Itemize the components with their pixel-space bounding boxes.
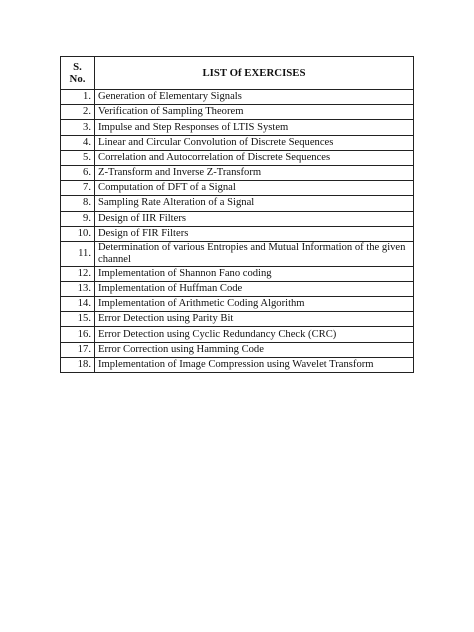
table-row — [61, 266, 414, 281]
exercise-title: Determination of various Entropies and Mutual Information of the given channel — [95, 241, 414, 266]
row-number: 18. — [61, 357, 95, 372]
exercise-title: Implementation of Shannon Fano coding — [95, 266, 414, 281]
exercise-title: Error Detection using Cyclic Redundancy Check (CRC) — [95, 327, 414, 342]
table-row — [61, 296, 414, 311]
row-number: 6. — [61, 165, 95, 180]
table-row — [61, 150, 414, 165]
serial-number-header-line1: S. — [73, 60, 82, 73]
table-header-row — [61, 57, 414, 90]
table-row — [61, 105, 414, 120]
table-row — [61, 90, 414, 105]
table-row — [61, 241, 414, 266]
table-row — [61, 342, 414, 357]
table-row — [61, 226, 414, 241]
row-number: 1. — [61, 90, 95, 105]
row-number: 11. — [61, 241, 95, 266]
serial-number-header — [61, 57, 95, 90]
exercise-title: Implementation of Huffman Code — [95, 281, 414, 296]
row-number: 7. — [61, 181, 95, 196]
table-row — [61, 327, 414, 342]
table-row — [61, 135, 414, 150]
exercise-title: Error Correction using Hamming Code — [95, 342, 414, 357]
row-number: 14. — [61, 296, 95, 311]
row-number: 17. — [61, 342, 95, 357]
table-row — [61, 281, 414, 296]
table-row — [61, 312, 414, 327]
exercise-title: Verification of Sampling Theorem — [95, 105, 414, 120]
exercise-title: Computation of DFT of a Signal — [95, 181, 414, 196]
row-number: 8. — [61, 196, 95, 211]
exercise-rows — [61, 90, 414, 373]
row-number: 13. — [61, 281, 95, 296]
exercise-title: Generation of Elementary Signals — [95, 90, 414, 105]
exercise-title: Linear and Circular Convolution of Discrete Sequences — [95, 135, 414, 150]
table-row — [61, 165, 414, 180]
row-number: 4. — [61, 135, 95, 150]
table-row — [61, 120, 414, 135]
exercise-title: Z-Transform and Inverse Z-Transform — [95, 165, 414, 180]
row-number: 12. — [61, 266, 95, 281]
row-number: 16. — [61, 327, 95, 342]
exercise-title: Error Detection using Parity Bit — [95, 312, 414, 327]
exercise-title: Design of FIR Filters — [95, 226, 414, 241]
row-number: 3. — [61, 120, 95, 135]
table-row — [61, 211, 414, 226]
row-number: 15. — [61, 312, 95, 327]
row-number: 5. — [61, 150, 95, 165]
exercise-title: Impulse and Step Responses of LTIS System — [95, 120, 414, 135]
row-number: 9. — [61, 211, 95, 226]
row-number: 2. — [61, 105, 95, 120]
exercise-list-title: LIST Of EXERCISES — [95, 57, 414, 90]
table-row — [61, 196, 414, 211]
exercise-title: Design of IIR Filters — [95, 211, 414, 226]
serial-number-header-line2: No. — [69, 73, 86, 85]
exercise-title: Implementation of Arithmetic Coding Algorithm — [95, 296, 414, 311]
exercise-title: Sampling Rate Alteration of a Signal — [95, 196, 414, 211]
exercise-list-table — [60, 56, 414, 373]
exercise-title: Correlation and Autocorrelation of Discrete Sequences — [95, 150, 414, 165]
table-row — [61, 181, 414, 196]
exercise-title: Implementation of Image Compression using Wavelet Transform — [95, 357, 414, 372]
table-row — [61, 357, 414, 372]
row-number: 10. — [61, 226, 95, 241]
